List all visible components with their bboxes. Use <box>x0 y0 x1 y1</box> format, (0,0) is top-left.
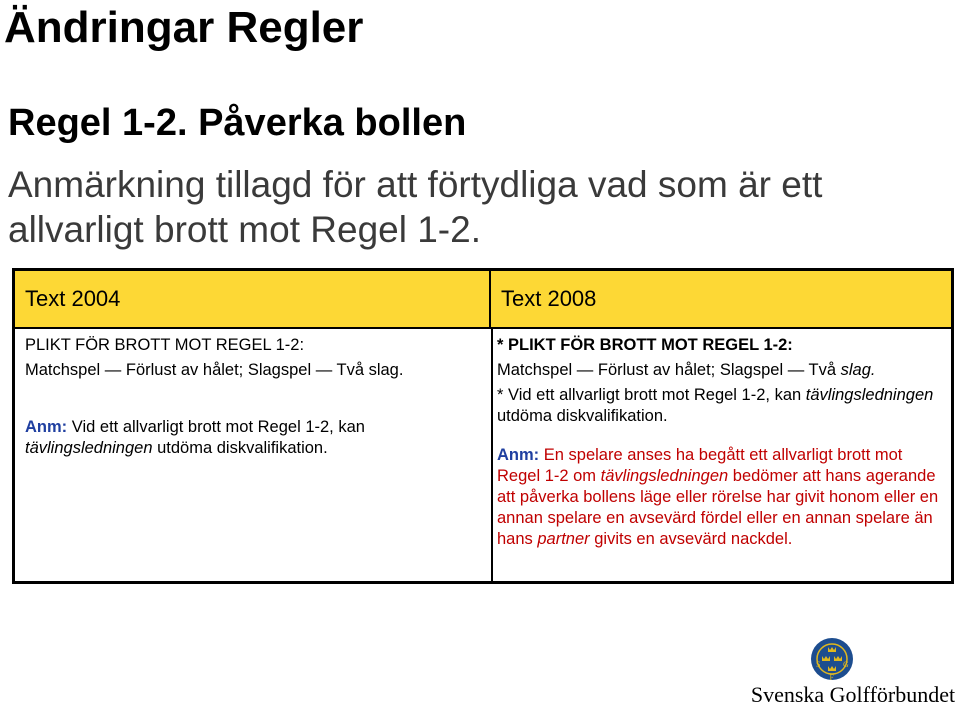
header-divider <box>15 327 951 329</box>
penalty-heading-2008: * PLIKT FÖR BROTT MOT REGEL 1-2: <box>497 336 793 354</box>
svg-text:F: F <box>829 673 834 682</box>
comparison-table <box>12 268 954 584</box>
page-title: Ändringar Regler <box>4 3 364 52</box>
federation-name: Svenska Golfförbundet <box>750 682 956 707</box>
note-partner-2008: partner <box>537 530 590 548</box>
penalty-line-main-2008: Matchspel — Förlust av hålet; Slagspel — Två <box>497 361 837 379</box>
header-text-2004: Text 2004 <box>15 271 491 327</box>
serious-rest-2008: utdöma diskvalifikation. <box>497 407 668 425</box>
note-committee-2008: tävlingsledningen <box>600 467 729 485</box>
federation-seal-icon <box>750 636 956 684</box>
note-rest-2004: utdöma diskvalifikation. <box>157 439 328 457</box>
note-part3-2008: givits en avsevärd nackdel. <box>594 530 793 548</box>
note-committee-2004: tävlingsledningen <box>25 439 153 457</box>
penalty-line-2004: Matchspel — Förlust av hålet; Slagspel — Två slag. <box>25 361 404 379</box>
note-label-2004: Anm: <box>25 418 68 436</box>
cell-text-2008 <box>497 335 949 550</box>
penalty-line-2008 <box>497 360 949 381</box>
note-part1-2008: En spelare anses ha begått ett allvarligt brott mot Regel 1-2 om <box>497 446 903 485</box>
note-label-2008: Anm: <box>497 446 540 464</box>
svg-text:G: G <box>843 660 849 669</box>
penalty-heading-2004: PLIKT FÖR BROTT MOT REGEL 1-2: <box>25 336 305 354</box>
rule-description: Anmärkning tillagd för att förtydliga vad som är ett allvarligt brott mot Regel 1-2. <box>8 164 823 250</box>
header-text-2008: Text 2008 <box>491 271 951 327</box>
serious-breach-2008 <box>497 385 949 427</box>
note-2004 <box>25 417 480 459</box>
cell-text-2004 <box>25 335 480 459</box>
serious-committee-2008: tävlingsledningen <box>805 386 934 404</box>
penalty-line-end-2008: slag. <box>840 361 876 379</box>
rule-heading: Regel 1-2. Påverka bollen <box>8 102 467 144</box>
note-2008 <box>497 445 949 550</box>
note-text-2004: Vid ett allvarligt brott mot Regel 1-2, kan <box>71 418 365 436</box>
serious-text-2008: * Vid ett allvarligt brott mot Regel 1-2, kan <box>497 386 802 404</box>
svenska-golfforbundet-logo <box>750 636 956 706</box>
column-divider <box>491 327 493 581</box>
svg-text:S: S <box>816 660 821 669</box>
note-part2-2008: bedömer att hans agerande att påverka bollens läge eller rörelse har givit honom eller en annan spelare en avsevärd fördel eller en annan spelare än hans <box>497 467 939 548</box>
